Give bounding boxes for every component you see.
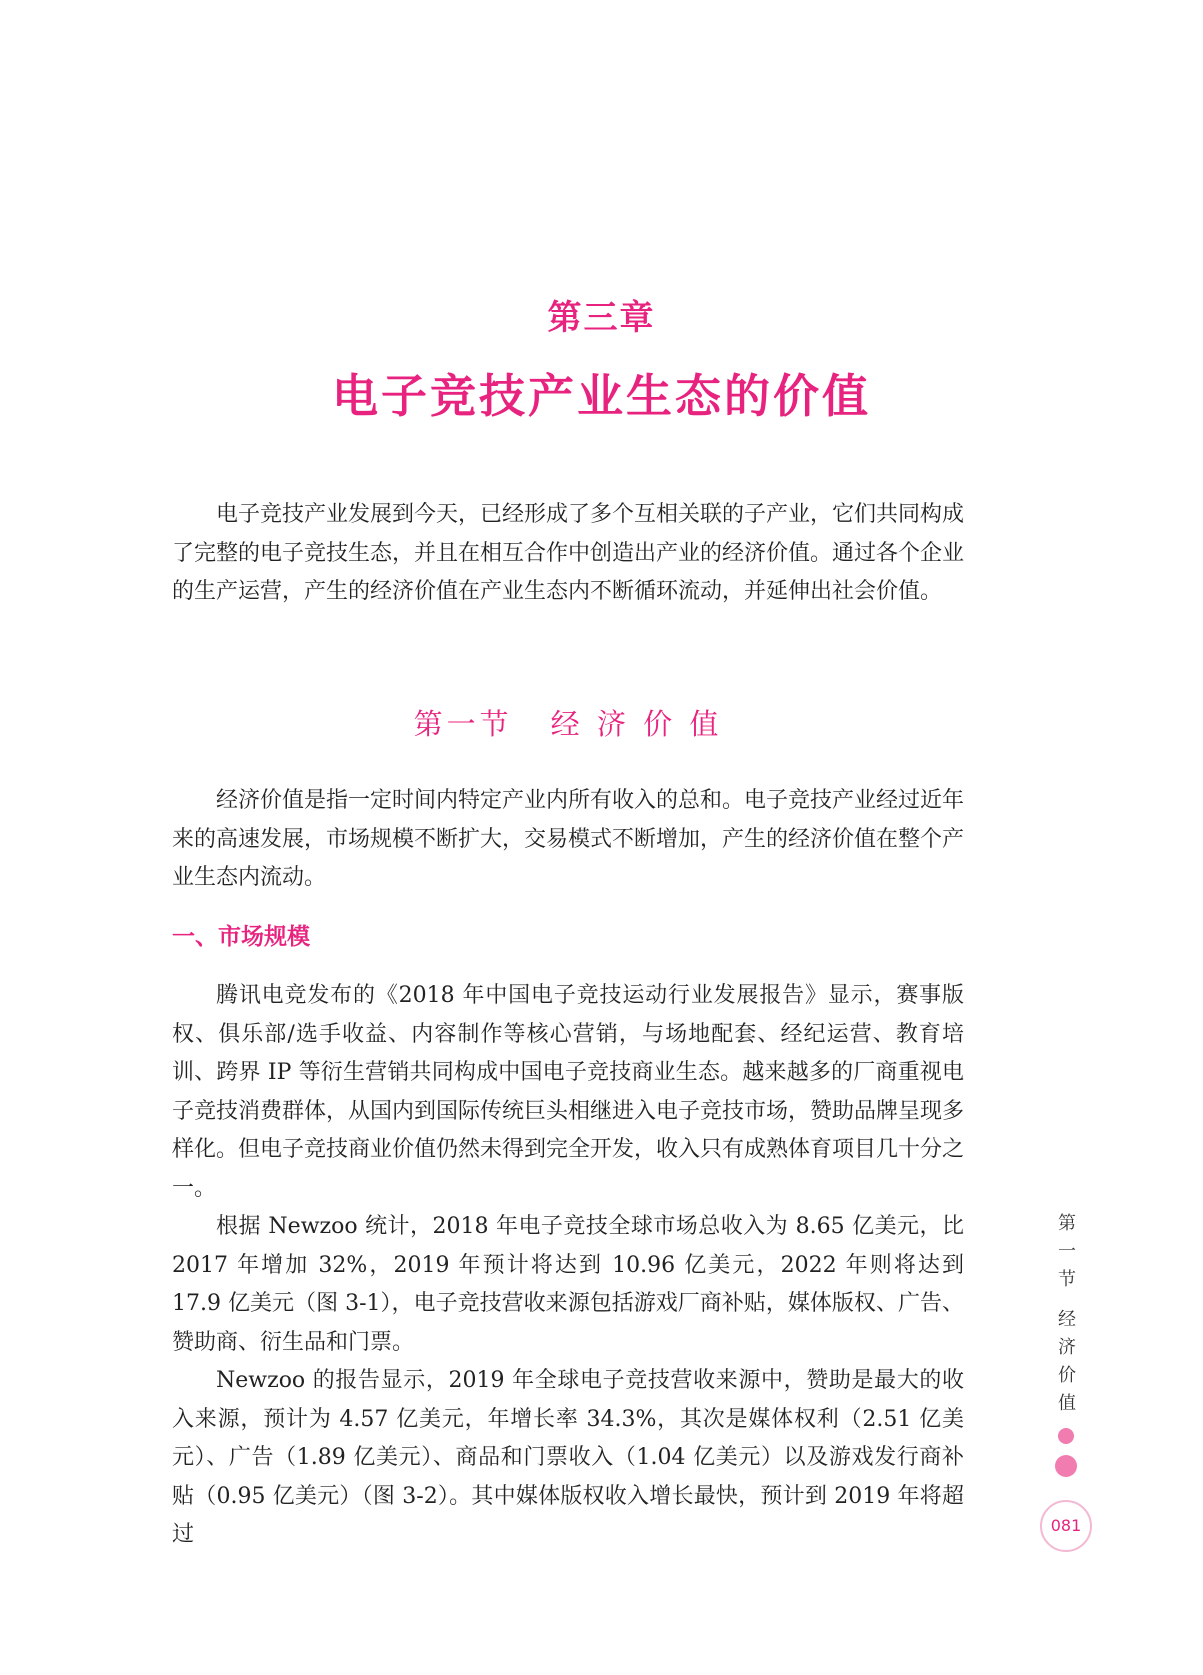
side-tab-char: 第 (1058, 1213, 1076, 1234)
side-tab-char: 一 (1058, 1241, 1076, 1262)
chapter-label: 第三章 (547, 298, 656, 338)
side-tab-char: 值 (1058, 1393, 1076, 1414)
side-tab-char: 节 (1058, 1269, 1076, 1290)
side-tab-char: 价 (1058, 1365, 1076, 1386)
section-number: 第一节 (413, 707, 513, 741)
side-tab-char: 经 (1058, 1309, 1076, 1330)
side-tab-char: 济 (1058, 1337, 1076, 1358)
decorative-dot-small (1058, 1428, 1074, 1444)
section-title (0, 702, 1136, 743)
chapter-title: 电子竞技产业生态的价值 (332, 369, 871, 423)
body-paragraph: 根据 Newzoo 统计，2018 年电子竞技全球市场总收入为 8.65 亿美元，比 2017 年增加 32%，2019 年预计将达到 10.96 亿美元，2022 年则将达到 17.9 亿美元（图 3-1），电子竞技营收来源包括游戏厂商补贴，媒体版权、广告、赞助商、衍生品和门票。 (172, 1214, 964, 1355)
section-name: 经 济 价 值 (550, 707, 723, 741)
body-paragraph: 腾讯电竞发布的《2018 年中国电子竞技运动行业发展报告》显示，赛事版权、俱乐部/选手收益、内容制作等核心营销，与场地配套、经纪运营、教育培训、跨界 IP 等衍生营销共同构成中国电子竞技商业生态。越来越多的厂商重视电子竞技消费群体，从国内到国际传统巨头相继进入电子竞技市场，赞助品牌呈现多样化。但电子竞技商业价值仍然未得到完全开发，收入只有成熟体育项目几十分之一。 (172, 983, 965, 1201)
decorative-dot-large (1055, 1455, 1077, 1477)
subsection-heading: 一、市场规模 (172, 924, 310, 950)
intro-paragraph: 电子竞技产业发展到今天，已经形成了多个互相关联的子产业，它们共同构成了完整的电子竞技生态，并且在相互合作中创造出产业的经济价值。通过各个企业的生产运营，产生的经济价值在产业生态内不断循环流动，并延伸出社会价值。 (172, 502, 965, 604)
body-paragraph: Newzoo 的报告显示，2019 年全球电子竞技营收来源中，赞助是最大的收入来源，预计为 4.57 亿美元，年增长率 34.3%，其次是媒体权利（2.51 亿美元）、广告（1.89 亿美元）、商品和门票收入（1.04 亿美元）以及游戏发行商补贴（0.95 亿美元）（图 3-2）。其中媒体版权收入增长最快，预计到 2019 年将超过 (172, 1368, 964, 1547)
page-number: 081 (1040, 1500, 1092, 1552)
side-section-tab (1051, 1210, 1083, 1418)
section-intro-paragraph: 经济价值是指一定时间内特定产业内所有收入的总和。电子竞技产业经过近年来的高速发展，市场规模不断扩大，交易模式不断增加，产生的经济价值在整个产业生态内流动。 (172, 788, 965, 890)
